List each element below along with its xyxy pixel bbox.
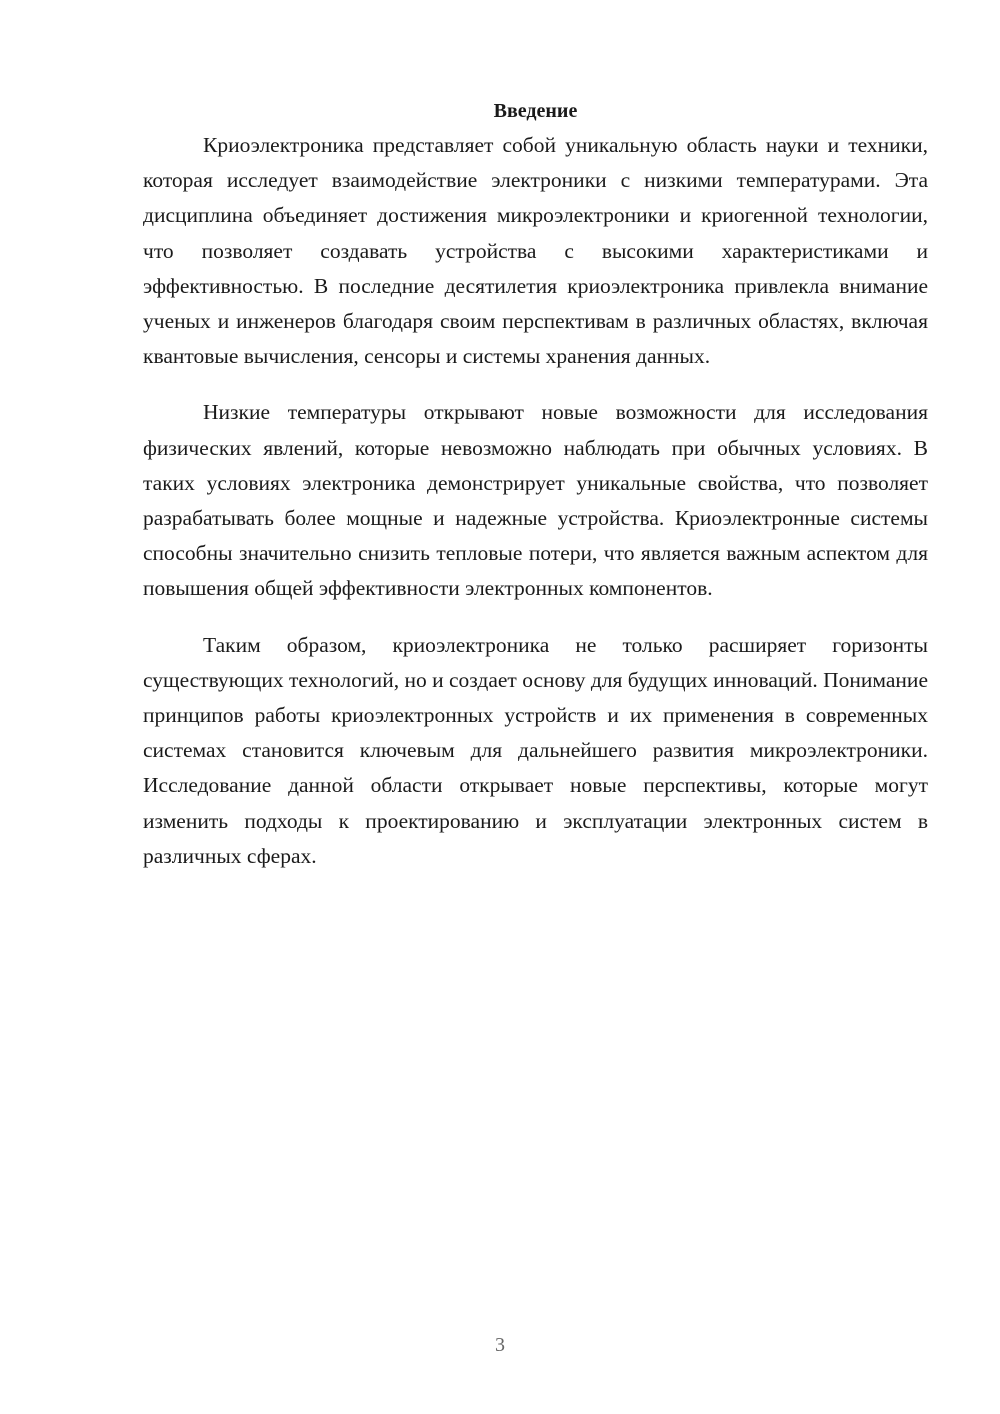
paragraph-2: Низкие температуры открывают новые возможности для исследования физических явлений, которые невозможно наблюдать при обычных условиях. В таких условиях электроника демонстрирует уникальные свойства, что позволяет разрабатывать более мощные и надежные устройства. Криоэлектронные системы способны значительно снизить тепловые потери, что является важным аспектом для повышения общей эффективности электронных компонентов. [143, 400, 928, 601]
document-page [143, 96, 928, 874]
paragraph-3: Таким образом, криоэлектроника не только расширяет горизонты существующих технологий, но и создает основу для будущих инноваций. Понимание принципов работы криоэлектронных устройств и их применения в современных системах становится ключевым для дальнейшего развития микроэлектроники. Исследование данной области открывает новые перспективы, которые могут изменить подходы к проектированию и эксплуатации электронных систем в различных сферах. [143, 632, 928, 868]
paragraph-1: Криоэлектроника представляет собой уникальную область науки и техники, которая исследует взаимодействие электроники с низкими температурами. Эта дисциплина объединяет достижения микроэлектроники и криогенной технологии, что позволяет создавать устройства с высокими характеристиками и эффективностью. В последние десятилетия криоэлектроника привлекла внимание ученых и инженеров благодаря своим перспективам в различных областях, включая квантовые вычисления, сенсоры и системы хранения данных. [143, 133, 928, 369]
page-number: 3 [495, 1334, 505, 1356]
section-heading: Введение [493, 100, 578, 122]
